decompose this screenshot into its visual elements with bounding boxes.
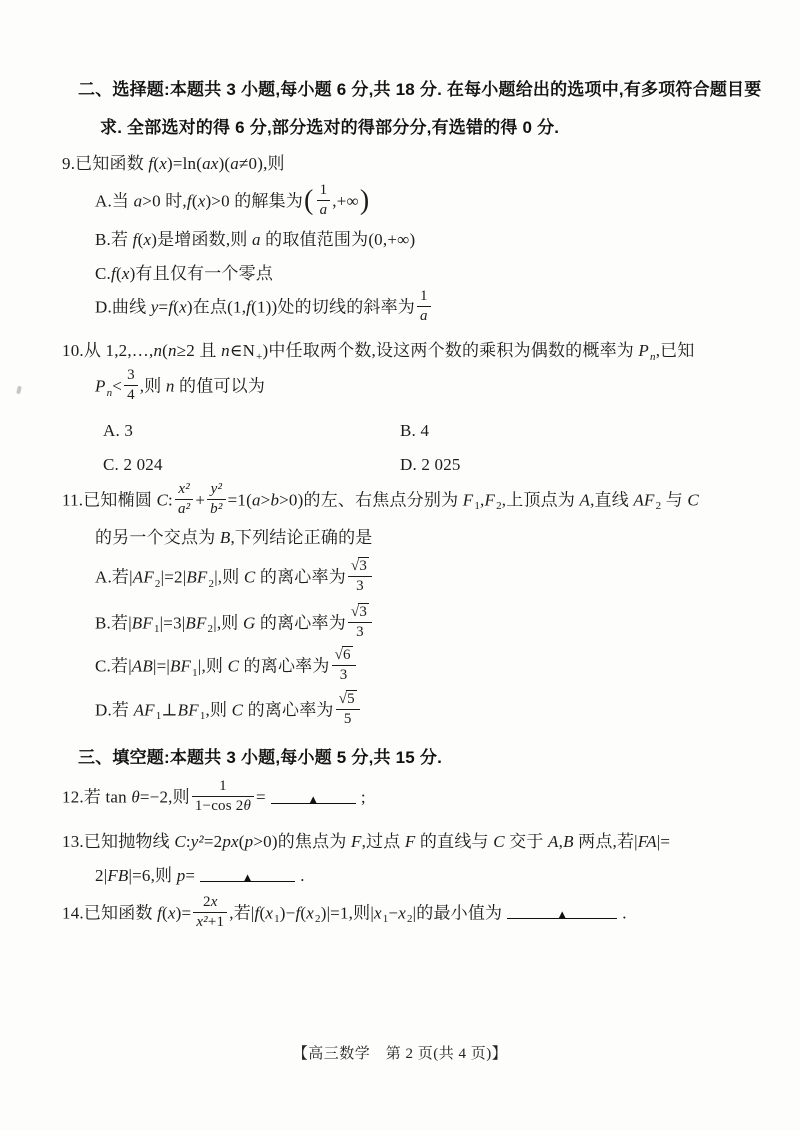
fraction: $\frac{√5}{5}$: [336, 691, 360, 729]
fraction: $\frac{\text{x²}}{\text{a²}}$: [175, 481, 193, 519]
answer-triangle-icon: ▲: [241, 869, 255, 885]
q11-stem-line-2: 的另一个交点为 B,下列结论正确的是: [95, 528, 373, 547]
q14-stem: 14.已知函数 f(x)= $\frac{2x}{\text{x²+1}}$ ,若$|f(x_1)-f(x_2)|=1$,则$|x_1-x_2|$的最小值为 ▲ .: [62, 893, 627, 930]
answer-blank: [200, 864, 295, 885]
q11-stem-line-1: 11.已知椭圆 C: $\frac{\text{x²}}{\text{a²}}$ + $\frac{\text{y²}}{\text{b²}}$ =1(a>b>0)的左、右焦点分别为 $F_1,F_2$,上顶点为 A,直线 $AF_2$ 与 C: [62, 480, 699, 517]
fraction: $\frac{√6}{3}$: [332, 647, 356, 685]
radical: √3: [350, 603, 368, 620]
fraction: $\frac{\text{y²}}{\text{b²}}$: [207, 481, 225, 519]
q13-stem-line-1: 13.已知抛物线 C:y²=2px(p>0)的焦点为 F,过点 F 的直线与 C 交于 A,B 两点,若|FA|=: [62, 831, 671, 851]
q9-option-d: D.曲线 y=f(x)在点(1,f(1))处的切线的斜率为 $\frac{1}{a}$: [0, 290, 800, 328]
answer-blank: [271, 786, 356, 807]
q9-option-b: B.若 f(x)是增函数,则 a 的取值范围为(0,+∞): [95, 229, 416, 249]
q10-options-cd: C. 2 024 D. 2 025: [103, 454, 461, 474]
section-2-header-line-2: 求. 全部选对的得 6 分,部分选对的得部分分,有选错的得 0 分.: [100, 118, 560, 137]
fraction: $\frac{3}{4}$: [124, 367, 138, 405]
fraction: $\frac{1}{a}$: [317, 182, 331, 220]
q11-option-b: B.若$|BF_1|=3|BF_2|$,则 G 的离心率为 $\frac{√3}{3}$: [0, 606, 800, 644]
section-3-header: 三、填空题:本题共 3 小题,每小题 5 分,共 15 分.: [78, 748, 442, 767]
page-footer: 【高三数学 第 2 页(共 4 页)】: [292, 1046, 508, 1062]
fraction: $\frac{2x}{\text{x²+1}}$: [193, 894, 227, 932]
q9-stem: 9.已知函数 f(x)=ln(ax)(a≠0),则: [62, 154, 285, 173]
q13-stem-line-2: 2|FB|=6,则 p= ▲ .: [95, 865, 305, 885]
radical: √3: [350, 558, 368, 574]
fraction: $\frac{1}{a}$: [417, 288, 431, 326]
q10-stem-line-1: 10.从 1,2,…,n(n≥2 且 $n\in N_+$)中任取两个数,设这两个数的乘积为偶数的概率为 $P_n$,已知: [62, 341, 695, 363]
answer-blank: [507, 901, 617, 923]
q9-option-c: C.f(x)有且仅有一个零点: [95, 263, 274, 283]
answer-triangle-icon: ▲: [306, 791, 320, 807]
q9-option-a: A.当 a>0 时,f(x)>0 的解集为( $\frac{1}{a}$ ,+∞): [95, 182, 370, 219]
section-2-header-line-1: 二、选择题:本题共 3 小题,每小题 6 分,共 18 分. 在每小题给出的选项中,有多项符合题目要: [78, 80, 762, 99]
q11-option-a: A.若$|AF_2|=2|BF_2|$,则 C 的离心率为 $\frac{√3}{3}$: [0, 560, 800, 598]
radical: √6: [334, 647, 351, 663]
q11-option-d: D.若 $AF_1\perp BF_1$,则 C 的离心率为 $\frac{√5}{5}$: [0, 693, 800, 731]
fraction: $\frac{√3}{3}$: [348, 558, 372, 596]
exam-content: [0, 78, 800, 933]
answer-triangle-icon: ▲: [555, 907, 569, 923]
q11-option-c: C.若$|AB|=|BF_1|$,则 C 的离心率为 $\frac{√6}{3}$: [0, 649, 800, 687]
q12-stem: 12.若 tan θ=−2,则 $\frac{1}{1-\cos 2\theta}$ = ▲ ;: [62, 778, 366, 815]
q10-options-ab: A. 3 B. 4: [103, 420, 430, 440]
radical: √5: [338, 690, 355, 707]
q10-stem-line-2: $P_n<$ $\frac{3}{4}$ ,则 n 的值可以为: [95, 367, 266, 404]
fraction: $\frac{1}{1-\cos 2\theta}$: [192, 778, 254, 816]
fraction: $\frac{√3}{3}$: [348, 604, 372, 642]
